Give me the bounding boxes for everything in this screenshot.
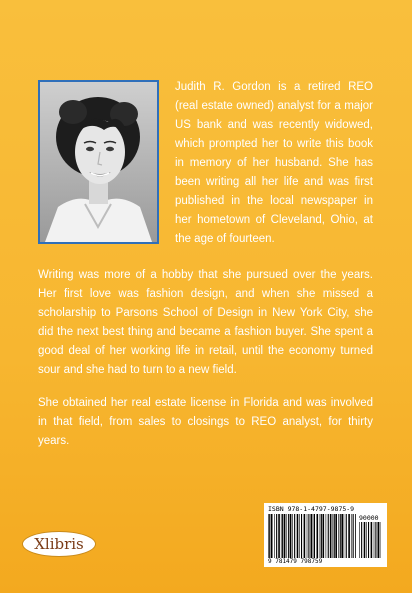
barcode-bar bbox=[314, 514, 315, 558]
barcode-bar bbox=[380, 522, 381, 558]
barcode-bar bbox=[355, 514, 356, 558]
barcode-bar bbox=[330, 514, 332, 558]
bio-paragraph-2: Writing was more of a hobby that she pursued over the years. Her first love was fashion design, and when she missed a scholarship to Parsons School of Design in New York City, she did the next best thing and became a fashion buyer. She spent a good deal of her working life in retail, until the economy turned sour and she had to turn to a new field. bbox=[38, 269, 373, 376]
bio-paragraph-3: She obtained her real estate license in Florida and was involved in that field, from sales to closings to REO analyst, for thirty years. bbox=[38, 397, 373, 447]
barcode-bar bbox=[290, 514, 292, 558]
barcode-bar bbox=[274, 514, 275, 558]
barcode-bar bbox=[371, 522, 373, 558]
barcode-bar bbox=[340, 514, 341, 558]
barcode-bar bbox=[299, 514, 300, 558]
barcode-bar bbox=[348, 514, 350, 558]
barcode-bar bbox=[268, 514, 269, 558]
barcode-bar bbox=[307, 514, 308, 558]
barcode-bar bbox=[374, 522, 375, 558]
barcode-bar bbox=[311, 514, 313, 558]
barcode-bar bbox=[308, 514, 309, 558]
barcode-bar bbox=[278, 514, 280, 558]
bio-paragraph-1: Judith R. Gordon is a retired REO (real estate owned) analyst for a major US bank and was recently widowed, which prompted her to write this book in memory of her husband. She has been writing all her life and was first published in the local newspaper in her hometown of Cleveland, Ohio, at the age of fourteen. bbox=[175, 81, 373, 245]
barcode-bar bbox=[276, 514, 277, 558]
barcode-bar bbox=[378, 522, 380, 558]
barcode-bar bbox=[313, 514, 314, 558]
barcode-bar bbox=[317, 514, 319, 558]
barcode-bar bbox=[344, 514, 345, 558]
barcode-bar bbox=[341, 514, 343, 558]
barcode-bar bbox=[297, 514, 299, 558]
barcode-bar bbox=[351, 514, 352, 558]
barcode-bar bbox=[269, 514, 270, 558]
ean-digits: 9 781479 798759 bbox=[268, 558, 323, 565]
author-photo bbox=[38, 80, 159, 244]
barcode-bar bbox=[334, 514, 335, 558]
barcode-bar bbox=[338, 514, 339, 558]
barcode-bar bbox=[335, 514, 337, 558]
barcode-bar bbox=[364, 522, 366, 558]
barcode-bar bbox=[328, 514, 329, 558]
price-code: 90000 bbox=[359, 514, 379, 522]
barcode-bar bbox=[288, 514, 289, 558]
barcode-bar bbox=[375, 522, 376, 558]
barcode-bar bbox=[366, 522, 367, 558]
isbn-label: ISBN 978-1-4797-9875-9 bbox=[268, 505, 355, 513]
barcode-bar bbox=[368, 522, 369, 558]
barcode-bar bbox=[323, 514, 325, 558]
barcode-bar bbox=[271, 514, 273, 558]
barcode-bar bbox=[346, 514, 347, 558]
barcode-bar bbox=[353, 514, 354, 558]
barcode-bar bbox=[282, 514, 283, 558]
barcode-bar bbox=[281, 514, 282, 558]
barcode-bar bbox=[284, 514, 286, 558]
author-portrait-image bbox=[40, 82, 157, 242]
isbn-barcode bbox=[264, 503, 387, 567]
barcode-bar bbox=[361, 522, 362, 558]
barcode-bar bbox=[359, 522, 360, 558]
publisher-logo bbox=[22, 531, 96, 557]
barcode-bar bbox=[326, 514, 327, 558]
barcode-bar bbox=[333, 514, 334, 558]
barcode-bar bbox=[286, 514, 287, 558]
barcode-bar bbox=[321, 514, 322, 558]
barcode-bar bbox=[320, 514, 321, 558]
publisher-logo-text: Xlibris bbox=[34, 535, 84, 553]
ean-barcode-bars bbox=[268, 514, 356, 558]
barcode-bar bbox=[301, 514, 302, 558]
barcode-bar bbox=[294, 514, 295, 558]
price-barcode-bars bbox=[359, 522, 381, 558]
barcode-bar bbox=[304, 514, 306, 558]
barcode-bar bbox=[292, 514, 293, 558]
